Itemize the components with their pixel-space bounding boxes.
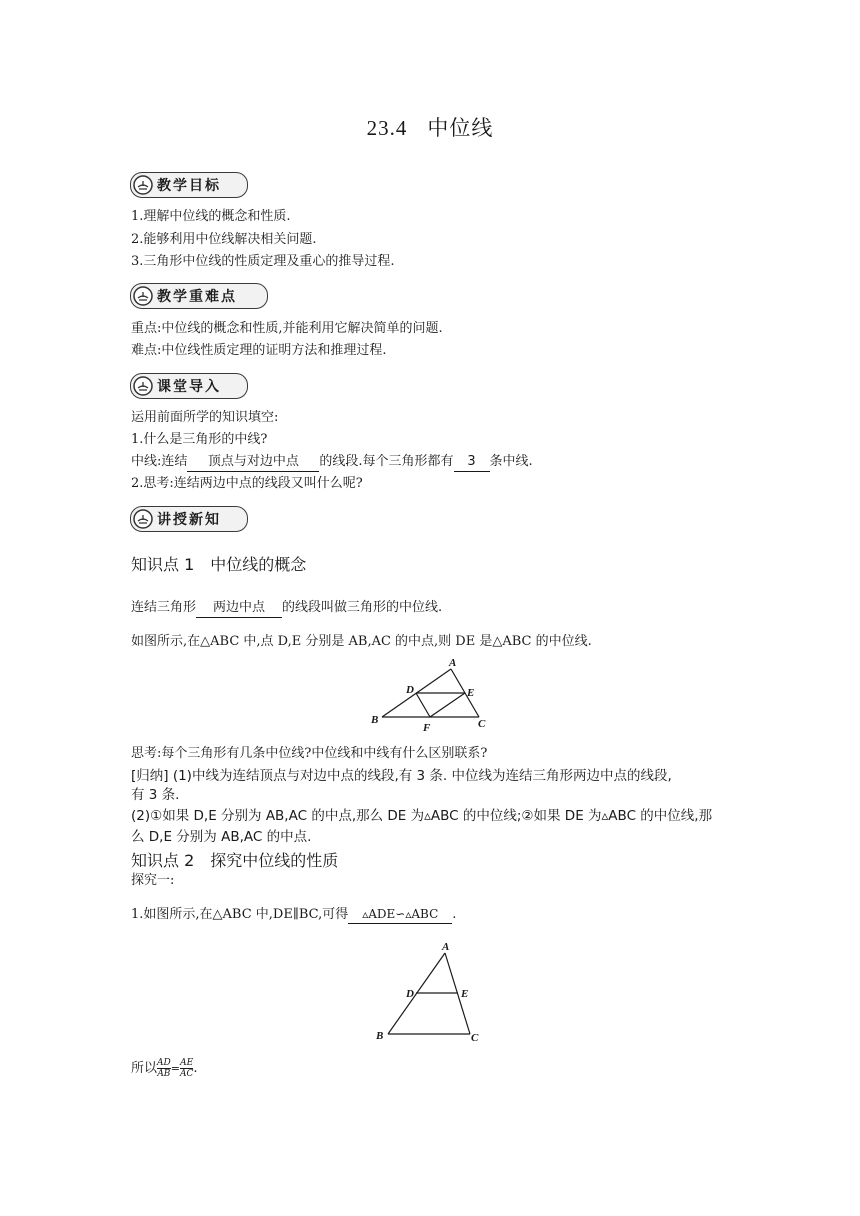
q1-prefix: 1.如图所示,在△ABC 中,DE∥BC,可得 [131, 907, 349, 922]
badge-new-knowledge [130, 506, 248, 532]
q1-suffix: . [452, 907, 457, 922]
kp1-heading: 知识点 1 中位线的概念 [131, 555, 307, 574]
label-c: C [471, 1032, 479, 1044]
triangle-figure-2 [370, 938, 490, 1048]
segment-ef [430, 693, 465, 717]
median-blank-2: 3 [454, 453, 490, 472]
median-definition [131, 453, 533, 472]
intro-question-2: 2.思考:连结两边中点的线段又叫什么呢? [131, 476, 363, 491]
label-b: B [376, 1030, 384, 1042]
book-icon [133, 175, 153, 195]
intro-question-1: 1.什么是三角形的中线? [131, 432, 268, 447]
fraction-ae-ac: $\frac{AE}{AC}$ [179, 1058, 194, 1079]
def-blank: 两边中点 [196, 599, 282, 618]
fraction-ad-ab: $\frac{AD}{AB}$ [157, 1058, 171, 1079]
goal-item-3: 3.三角形中位线的性质定理及重心的推导过程. [131, 254, 395, 269]
label-f: F [423, 722, 431, 734]
section-number: 23.4 [366, 116, 408, 140]
kp2-question-1 [131, 905, 456, 924]
badge-label: 教学目标 [157, 178, 221, 194]
kp1-summary-2b: 么 D,E 分别为 AB,AC 的中点. [131, 829, 312, 845]
conclusion-prefix: 所以 [131, 1061, 158, 1076]
triangle-figure-1 [366, 656, 496, 736]
label-d: D [406, 684, 414, 696]
goal-item-1: 1.理解中位线的概念和性质. [131, 209, 291, 224]
median-blank-1: 顶点与对边中点 [187, 453, 319, 472]
badge-label: 教学重难点 [157, 289, 237, 305]
label-b: B [371, 714, 379, 726]
label-a: A [442, 941, 450, 953]
kp1-summary-1: [归纳] (1)中线为连结顶点与对边中点的线段,有 3 条. 中位线为连结三角形两边中点的线段, [131, 768, 672, 784]
badge-key-points [130, 283, 268, 309]
median-suffix: 条中线. [489, 454, 533, 469]
badge-label: 讲授新知 [157, 512, 221, 528]
q1-blank: ▵ADE∽▵ABC [348, 905, 452, 924]
label-d: D [406, 988, 414, 1000]
badge-teaching-goals [130, 172, 248, 198]
kp1-summary-2: (2)①如果 D,E 分别为 AB,AC 的中点,那么 DE 为▵ABC 的中位线;②如果 DE 为▵ABC 的中位线,那 [131, 808, 713, 824]
equals-sign: = [170, 1062, 180, 1075]
def-suffix: 的线段叫做三角形的中位线. [282, 600, 443, 615]
kp1-summary-1b: 有 3 条. [131, 787, 180, 803]
difficulty-text: 难点:中位线性质定理的证明方法和推理过程. [131, 343, 387, 358]
book-icon [133, 286, 153, 306]
def-prefix: 连结三角形 [131, 600, 197, 615]
label-a: A [449, 657, 457, 669]
kp1-think: 思考:每个三角形有几条中位线?中位线和中线有什么区别联系? [131, 746, 488, 761]
label-e: E [467, 687, 475, 699]
median-prefix: 中线:连结 [131, 454, 188, 469]
book-icon [133, 376, 153, 396]
intro-prompt: 运用前面所学的知识填空: [131, 410, 279, 425]
label-c: C [478, 718, 486, 730]
conclusion-suffix: . [193, 1061, 198, 1076]
badge-label: 课堂导入 [157, 379, 221, 395]
kp2-conclusion [131, 1058, 197, 1079]
kp1-example: 如图所示,在△ABC 中,点 D,E 分别是 AB,AC 的中点,则 DE 是△ABC 的中位线. [131, 634, 592, 649]
focus-text: 重点:中位线的概念和性质,并能利用它解决简单的问题. [131, 321, 443, 336]
label-e: E [461, 988, 469, 1000]
badge-class-intro [130, 373, 248, 399]
median-mid: 的线段.每个三角形都有 [319, 454, 454, 469]
segment-df [416, 693, 430, 717]
kp2-explore: 探究一: [131, 873, 175, 888]
section-title: 中位线 [427, 116, 494, 140]
kp1-definition [131, 599, 442, 618]
kp2-heading: 知识点 2 探究中位线的性质 [131, 851, 339, 870]
page-title [0, 112, 860, 142]
goal-item-2: 2.能够利用中位线解决相关问题. [131, 232, 317, 247]
book-icon [133, 509, 153, 529]
